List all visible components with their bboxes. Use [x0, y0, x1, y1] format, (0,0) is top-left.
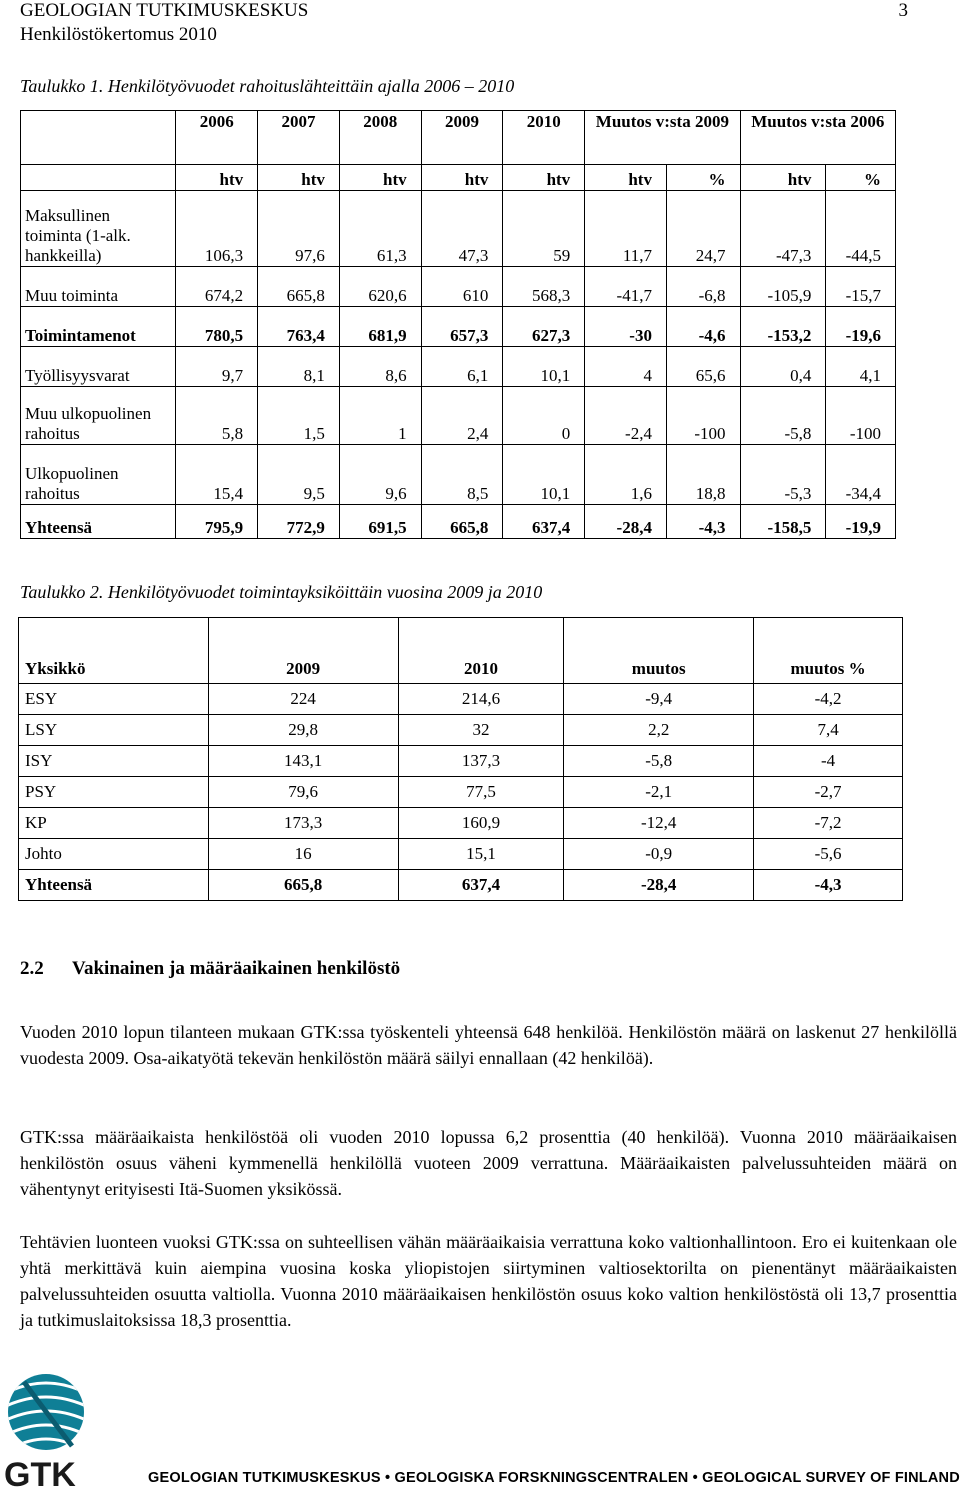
- value-cell: -28,4: [585, 505, 667, 539]
- value-cell: -4: [754, 746, 903, 777]
- unit-cell: %: [666, 165, 740, 191]
- value-cell: -5,8: [740, 387, 826, 445]
- value-cell: 59: [503, 191, 585, 267]
- value-cell: -15,7: [826, 267, 896, 307]
- value-cell: 9,6: [339, 445, 421, 505]
- paragraph: GTK:ssa määräaikaista henkilöstöä oli vuoden 2010 lopussa 6,2 prosenttia (40 henkilöä). Vuonna 2010 määräaikaisen henkilöstön osuus väheni kymmenellä henkilöllä vuoteen 2009 verrattuna. Määräaikaisten palvelussuhteiden määrä on vähentynyt erityisesti Itä-Suomen yksikössä.: [20, 1127, 957, 1199]
- table-row: [21, 191, 896, 267]
- table-row: [19, 777, 903, 808]
- value-cell: 79,6: [208, 777, 398, 808]
- value-cell: 173,3: [208, 808, 398, 839]
- value-cell: -9,4: [564, 684, 754, 715]
- table1: [20, 110, 896, 539]
- value-cell: -12,4: [564, 808, 754, 839]
- value-cell: 665,8: [421, 505, 503, 539]
- unit-name: PSY: [19, 777, 209, 808]
- table1-change-2009-header: Muutos v:sta 2009: [585, 111, 740, 165]
- value-cell: -5,6: [754, 839, 903, 870]
- value-cell: 0: [503, 387, 585, 445]
- table1-unit-row: [21, 165, 896, 191]
- table-row-total: [19, 870, 903, 901]
- value-cell: 674,2: [176, 267, 258, 307]
- table1-year-cell: 2007: [258, 111, 340, 165]
- value-cell: 61,3: [339, 191, 421, 267]
- value-cell: 610: [421, 267, 503, 307]
- unit-name: ISY: [19, 746, 209, 777]
- value-cell: 1: [339, 387, 421, 445]
- value-cell: 4: [585, 347, 667, 387]
- unit-name: ESY: [19, 684, 209, 715]
- value-cell: 137,3: [398, 746, 564, 777]
- value-cell: -153,2: [740, 307, 826, 347]
- value-cell: 2,4: [421, 387, 503, 445]
- unit-cell: htv: [176, 165, 258, 191]
- value-cell: -19,9: [826, 505, 896, 539]
- table1-year-cell: 2010: [503, 111, 585, 165]
- value-cell: 7,4: [754, 715, 903, 746]
- value-cell: 637,4: [503, 505, 585, 539]
- logo-text: GTK: [4, 1456, 76, 1492]
- value-cell: 214,6: [398, 684, 564, 715]
- value-cell: -0,9: [564, 839, 754, 870]
- value-cell: -5,3: [740, 445, 826, 505]
- table-row: [19, 684, 903, 715]
- paragraph: Vuoden 2010 lopun tilanteen mukaan GTK:ssa työskenteli yhteensä 648 henkilöä. Henkilöstön määrä on laskenut 27 henkilöllä vuodesta 2009. Osa-aikatyötä tekevän henkilöstön määrä säilyi ennallaan (42 henkilöä).: [20, 1022, 957, 1068]
- value-cell: -100: [826, 387, 896, 445]
- unit-name: LSY: [19, 715, 209, 746]
- unit-cell: htv: [503, 165, 585, 191]
- gtk-logo: [2, 1372, 132, 1492]
- table-row: [21, 387, 896, 445]
- value-cell: -19,6: [826, 307, 896, 347]
- unit-cell: htv: [585, 165, 667, 191]
- table-row: [19, 839, 903, 870]
- value-cell: 0,4: [740, 347, 826, 387]
- value-cell: 763,4: [258, 307, 340, 347]
- value-cell: -4,2: [754, 684, 903, 715]
- unit-cell: htv: [258, 165, 340, 191]
- footer: [0, 1368, 960, 1496]
- value-cell: 32: [398, 715, 564, 746]
- header-cell: Yksikkö: [19, 618, 209, 684]
- row-label: Muu ulkopuolinen rahoitus: [21, 387, 176, 445]
- header-cell: muutos %: [754, 618, 903, 684]
- value-cell: 160,9: [398, 808, 564, 839]
- row-label: Ulkopuolinen rahoitus: [21, 445, 176, 505]
- row-label: Yhteensä: [21, 505, 176, 539]
- value-cell: 10,1: [503, 445, 585, 505]
- value-cell: 1,6: [585, 445, 667, 505]
- table1-change-2006-header: Muutos v:sta 2006: [740, 111, 895, 165]
- table1-unit-corner: [21, 165, 176, 191]
- value-cell: 1,5: [258, 387, 340, 445]
- value-cell: -7,2: [754, 808, 903, 839]
- unit-cell: %: [826, 165, 896, 191]
- header-report: Henkilöstökertomus 2010: [20, 24, 217, 45]
- footer-organization-line: GEOLOGIAN TUTKIMUSKESKUS • GEOLOGISKA FORSKNINGSCENTRALEN • GEOLOGICAL SURVEY OF FINLAND: [148, 1470, 960, 1486]
- unit-name: Yhteensä: [19, 870, 209, 901]
- row-label: Toimintamenot: [21, 307, 176, 347]
- table2: [18, 617, 903, 901]
- value-cell: 18,8: [666, 445, 740, 505]
- header-org: GEOLOGIAN TUTKIMUSKESKUS: [20, 0, 309, 21]
- value-cell: 665,8: [208, 870, 398, 901]
- value-cell: -4,3: [754, 870, 903, 901]
- value-cell: -30: [585, 307, 667, 347]
- value-cell: -2,4: [585, 387, 667, 445]
- table1-year-cell: 2006: [176, 111, 258, 165]
- value-cell: 8,1: [258, 347, 340, 387]
- table1-year-cell: 2008: [339, 111, 421, 165]
- value-cell: -28,4: [564, 870, 754, 901]
- table-row-total: [21, 505, 896, 539]
- value-cell: 568,3: [503, 267, 585, 307]
- value-cell: -47,3: [740, 191, 826, 267]
- table2-caption: Taulukko 2. Henkilötyövuodet toimintayksiköittäin vuosina 2009 ja 2010: [20, 582, 543, 602]
- value-cell: 795,9: [176, 505, 258, 539]
- value-cell: 65,6: [666, 347, 740, 387]
- table2-header-row: [19, 618, 903, 684]
- value-cell: -6,8: [666, 267, 740, 307]
- value-cell: 627,3: [503, 307, 585, 347]
- value-cell: 620,6: [339, 267, 421, 307]
- value-cell: -41,7: [585, 267, 667, 307]
- section-heading: [20, 958, 400, 980]
- header-cell: muutos: [564, 618, 754, 684]
- value-cell: 9,5: [258, 445, 340, 505]
- value-cell: 15,4: [176, 445, 258, 505]
- value-cell: 47,3: [421, 191, 503, 267]
- table1-year-header-row: [21, 111, 896, 165]
- section-number: 2.2: [20, 958, 44, 979]
- page-number: 3: [898, 0, 908, 21]
- table-row: [21, 347, 896, 387]
- value-cell: 15,1: [398, 839, 564, 870]
- value-cell: 224: [208, 684, 398, 715]
- value-cell: 780,5: [176, 307, 258, 347]
- value-cell: 4,1: [826, 347, 896, 387]
- row-label: Muu toiminta: [21, 267, 176, 307]
- value-cell: 8,6: [339, 347, 421, 387]
- value-cell: 10,1: [503, 347, 585, 387]
- value-cell: 8,5: [421, 445, 503, 505]
- table1-caption: Taulukko 1. Henkilötyövuodet rahoituslähteittäin ajalla 2006 – 2010: [20, 76, 515, 96]
- value-cell: 24,7: [666, 191, 740, 267]
- value-cell: 11,7: [585, 191, 667, 267]
- value-cell: -34,4: [826, 445, 896, 505]
- value-cell: 637,4: [398, 870, 564, 901]
- paragraph: Tehtävien luonteen vuoksi GTK:ssa on suhteellisen vähän määräaikaisia verrattuna koko valtionhallintoon. Ero ei kuitenkaan ole yhtä merkittävä kuin aiempina vuosina koska yliopistojen siirtyminen valtiosektorilta on pienentänyt määräaikaisten palvelussuhteiden osuutta valtiolla. Vuonna 2010 määräaikaisen henkilöstön osuus koko valtion henkilöstöstä oli 13,7 prosenttia ja tutkimuslaitoksissa 18,3 prosenttia.: [20, 1232, 957, 1330]
- value-cell: 657,3: [421, 307, 503, 347]
- unit-name: KP: [19, 808, 209, 839]
- value-cell: -158,5: [740, 505, 826, 539]
- value-cell: -2,1: [564, 777, 754, 808]
- unit-cell: htv: [339, 165, 421, 191]
- table-row: [19, 746, 903, 777]
- row-label: Työllisyysvarat: [21, 347, 176, 387]
- value-cell: 772,9: [258, 505, 340, 539]
- unit-cell: htv: [421, 165, 503, 191]
- section-title: Vakinainen ja määräaikainen henkilöstö: [72, 958, 401, 979]
- table-row: [21, 445, 896, 505]
- value-cell: 665,8: [258, 267, 340, 307]
- value-cell: 143,1: [208, 746, 398, 777]
- value-cell: 681,9: [339, 307, 421, 347]
- value-cell: -4,6: [666, 307, 740, 347]
- value-cell: -5,8: [564, 746, 754, 777]
- value-cell: 6,1: [421, 347, 503, 387]
- gtk-globe-icon: [2, 1372, 132, 1492]
- value-cell: 77,5: [398, 777, 564, 808]
- value-cell: -4,3: [666, 505, 740, 539]
- value-cell: -44,5: [826, 191, 896, 267]
- value-cell: -105,9: [740, 267, 826, 307]
- value-cell: 29,8: [208, 715, 398, 746]
- value-cell: 9,7: [176, 347, 258, 387]
- value-cell: 106,3: [176, 191, 258, 267]
- row-label: Maksullinen toiminta (1-alk. hankkeilla): [21, 191, 176, 267]
- header-cell: 2009: [208, 618, 398, 684]
- table-row: [19, 808, 903, 839]
- value-cell: -2,7: [754, 777, 903, 808]
- value-cell: -100: [666, 387, 740, 445]
- value-cell: 2,2: [564, 715, 754, 746]
- table1-year-cell: 2009: [421, 111, 503, 165]
- value-cell: 16: [208, 839, 398, 870]
- table-row: [19, 715, 903, 746]
- header-cell: 2010: [398, 618, 564, 684]
- table1-corner-cell: [21, 111, 176, 165]
- unit-name: Johto: [19, 839, 209, 870]
- table-row: [21, 267, 896, 307]
- value-cell: 691,5: [339, 505, 421, 539]
- table-row: [21, 307, 896, 347]
- unit-cell: htv: [740, 165, 826, 191]
- value-cell: 97,6: [258, 191, 340, 267]
- value-cell: 5,8: [176, 387, 258, 445]
